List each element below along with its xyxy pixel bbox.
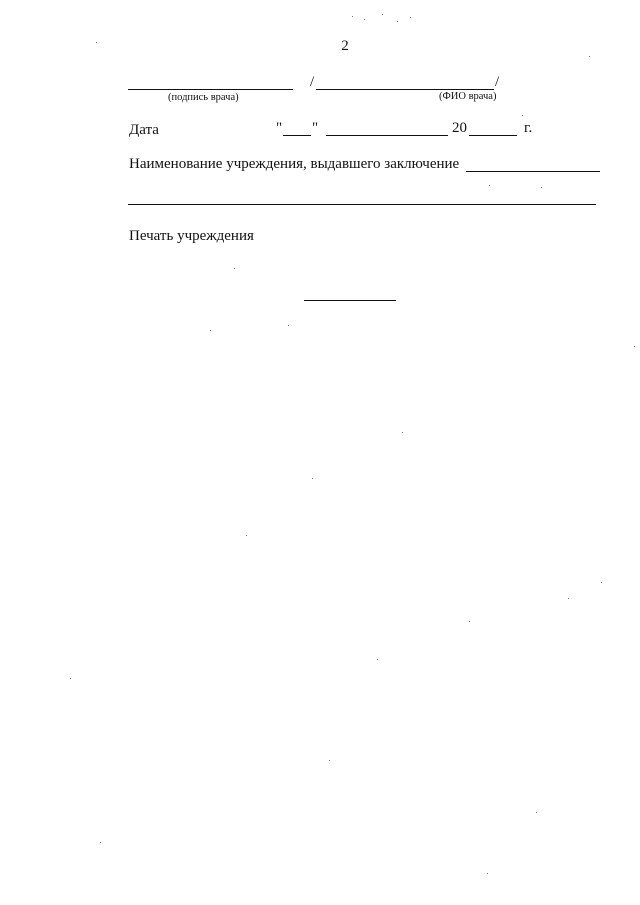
stamp-label: Печать учреждения xyxy=(129,228,254,244)
signature-line xyxy=(128,89,293,90)
day-close-quote: " xyxy=(312,120,319,136)
name-line-slash-right: / xyxy=(495,74,500,90)
date-label: Дата xyxy=(129,122,159,138)
year-suffix: г. xyxy=(524,120,533,136)
institution-line-1 xyxy=(466,171,600,172)
month-line xyxy=(326,135,448,136)
name-caption: (ФИО врача) xyxy=(439,91,497,102)
institution-line-2 xyxy=(128,204,596,205)
closing-rule xyxy=(304,300,396,301)
signature-caption: (подпись врача) xyxy=(168,92,239,103)
day-line xyxy=(283,135,311,136)
name-line xyxy=(316,89,494,90)
institution-label: Наименование учреждения, выдавшего заключение xyxy=(129,156,460,172)
year-prefix: 20 xyxy=(452,120,467,136)
year-line xyxy=(469,135,517,136)
day-open-quote: " xyxy=(276,120,283,136)
page-number: 2 xyxy=(341,38,349,54)
name-line-slash-left: / xyxy=(310,74,315,90)
